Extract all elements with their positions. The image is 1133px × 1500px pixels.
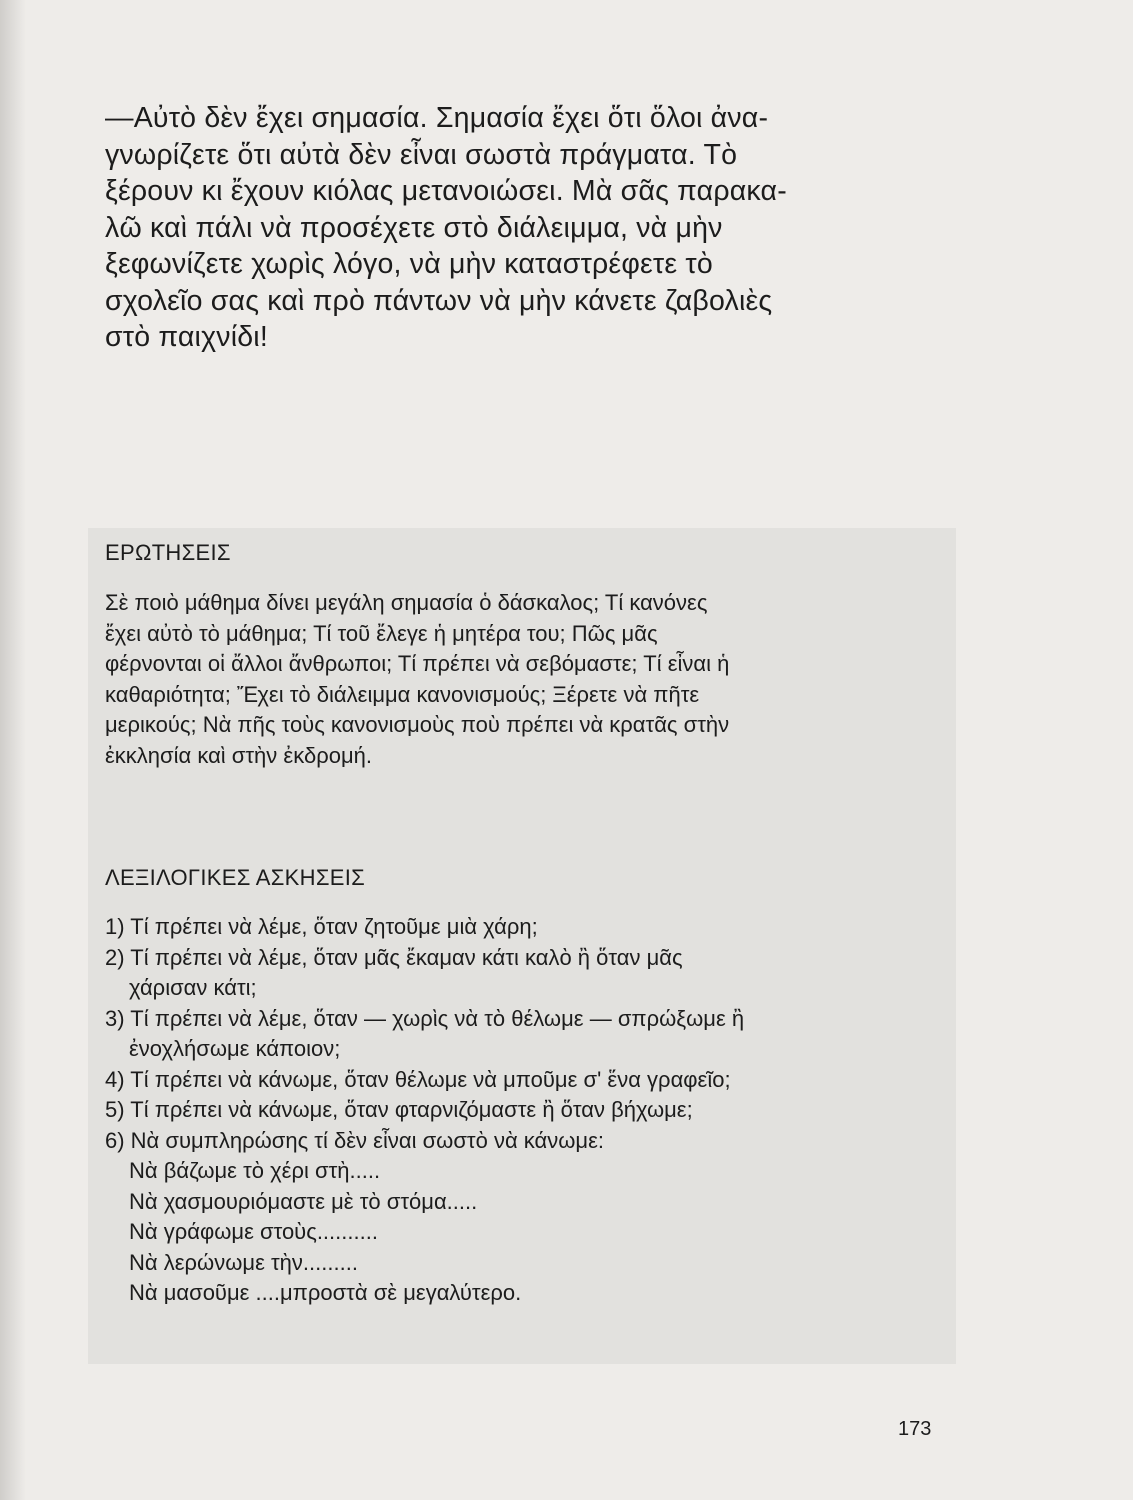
exercise-item: 6) Νὰ συμπληρώσης τί δὲν εἶναι σωστὸ νὰ κάνωμε:	[105, 1127, 605, 1153]
intro-line: ξεφωνίζετε χωρὶς λόγο, νὰ μὴν καταστρέφετε τὸ	[105, 248, 713, 280]
fill-in-sentence: Νὰ χασμουριόμαστε μὲ τὸ στόμα.....	[129, 1188, 478, 1214]
question-line: μερικούς; Νὰ πῆς τοὺς κανονισμοὺς ποὺ πρέπει νὰ κρατᾶς στὴν	[105, 712, 730, 737]
question-line: φέρνονται οἱ ἄλλοι ἄνθρωποι; Τί πρέπει νὰ σεβόμαστε; Τί εἶναι ἡ	[105, 651, 730, 676]
exercise-item: 1) Τί πρέπει νὰ λέμε, ὅταν ζητοῦμε μιὰ χάρη;	[105, 914, 538, 939]
question-line: ἐκκλησία καὶ στὴν ἐκδρομή.	[105, 742, 372, 768]
fill-in-sentence: Νὰ γράφωμε στοὺς..........	[129, 1219, 378, 1244]
questions-heading: ΕΡΩΤΗΣΕΙΣ	[105, 540, 231, 565]
exercise-item: 2) Τί πρέπει νὰ λέμε, ὅταν μᾶς ἔκαμαν κάτι καλὸ ἢ ὅταν μᾶς	[105, 944, 683, 970]
intro-line: ξέρουν κι ἔχουν κιόλας μετανοιώσει. Μὰ σᾶς παρακα-	[105, 175, 787, 207]
question-line: Σὲ ποιὸ μάθημα δίνει μεγάλη σημασία ὁ δάσκαλος; Τί κανόνες	[105, 590, 708, 615]
fill-in-sentence: Νὰ βάζωμε τὸ χέρι στὴ.....	[129, 1158, 381, 1183]
intro-line: στὸ παιχνίδι!	[105, 321, 268, 353]
intro-line: —Αὐτὸ δὲν ἔχει σημασία. Σημασία ἔχει ὅτι ὅλοι ἀνα-	[105, 102, 769, 134]
page-number: 173	[898, 1418, 932, 1440]
intro-line: σχολεῖο σας καὶ πρὸ πάντων νὰ μὴν κάνετε ζαβολιὲς	[105, 284, 773, 317]
intro-line: λῶ καὶ πάλι νὰ προσέχετε στὸ διάλειμμα, νὰ μὴν	[105, 211, 723, 244]
questions-paragraph	[105, 588, 945, 771]
fill-in-sentence: Νὰ λερώνωμε τὴν.........	[129, 1249, 358, 1275]
exercises-list	[105, 912, 945, 1309]
exercise-item: 5) Τί πρέπει νὰ κάνωμε, ὅταν φταρνιζόμαστε ἢ ὅταν βήχωμε;	[105, 1097, 693, 1122]
intro-paragraph	[105, 100, 945, 356]
question-line: ἔχει αὐτὸ τὸ μάθημα; Τί τοῦ ἔλεγε ἡ μητέρα του; Πῶς μᾶς	[105, 620, 658, 646]
exercise-item-continuation: χάρισαν κάτι;	[129, 975, 257, 1000]
exercises-heading: ΛΕΞΙΛΟΓΙΚΕΣ ΑΣΚΗΣΕΙΣ	[105, 865, 366, 890]
question-line: καθαριότητα; Ἔχει τὸ διάλειμμα κανονισμούς; Ξέρετε νὰ πῆτε	[105, 681, 700, 707]
exercise-item: 4) Τί πρέπει νὰ κάνωμε, ὅταν θέλωμε νὰ μποῦμε σ' ἕνα γραφεῖο;	[105, 1066, 731, 1092]
intro-line: γνωρίζετε ὅτι αὐτὰ δὲν εἶναι σωστὰ πράγματα. Τὸ	[105, 138, 738, 171]
fill-in-sentence: Νὰ μασοῦμε ....μπροστὰ σὲ μεγαλύτερο.	[129, 1280, 522, 1305]
page-binding-shadow	[0, 0, 26, 1500]
exercise-item-continuation: ἐνοχλήσωμε κάποιον;	[129, 1036, 341, 1061]
exercise-item: 3) Τί πρέπει νὰ λέμε, ὅταν — χωρὶς νὰ τὸ θέλωμε — σπρώξωμε ἢ	[105, 1005, 745, 1031]
